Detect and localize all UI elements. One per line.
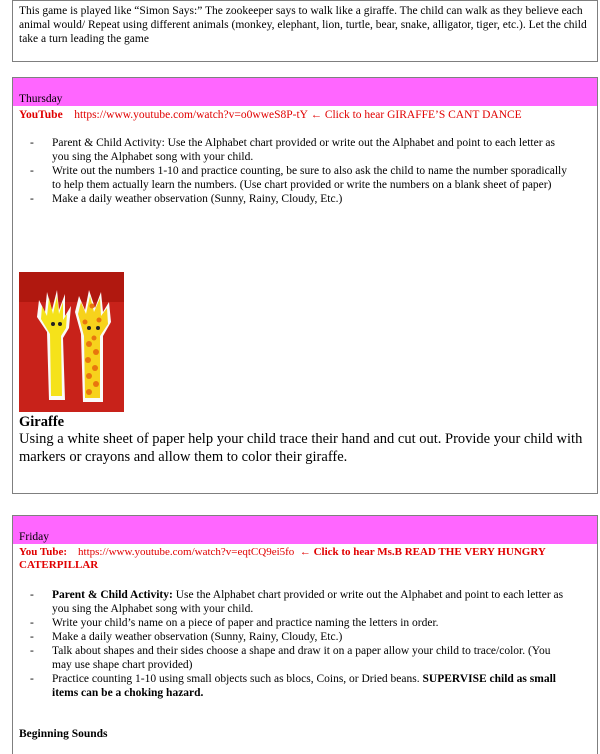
simon-says-text: This game is played like “Simon Says:” The zookeeper says to walk like a giraffe. The child can walk as they believe each animal would/ Repeat using different animals (monkey, elephant, lion, turtle, bear, snake, alligator, tiger, etc.). Let the child take a turn leading the game — [19, 5, 587, 45]
thursday-youtube-line — [13, 106, 597, 122]
thursday-label: Thursday — [19, 93, 63, 105]
list-item-text: Practice counting 1-10 using small objects such as blocs, Coins, or Dried beans. — [52, 673, 423, 685]
list-item-bold: SUPERVISE child as small items can be a choking hazard. — [52, 673, 556, 699]
list-item: - Make a daily weather observation (Sunny, Rainy, Cloudy, Etc.) — [13, 630, 573, 644]
giraffe-title: Giraffe — [19, 414, 65, 430]
friday-header — [13, 516, 597, 544]
list-item: - Make a daily weather observation (Sunny, Rainy, Cloudy, Etc.) — [13, 192, 573, 206]
youtube-note: ← Click to hear Ms.B READ THE VERY HUNGRY CATERPILLAR — [19, 546, 546, 571]
friday-activity-list — [13, 588, 573, 700]
friday-section — [12, 515, 598, 754]
giraffe-craft-photo — [19, 272, 124, 412]
list-item: - Talk about shapes and their sides choose a shape and draw it on a paper allow your child to trace/color. (You may use shape chart provided) — [13, 644, 573, 672]
youtube-link[interactable]: https://www.youtube.com/watch?v=eqtCQ9ei5fo — [78, 546, 295, 558]
list-item-bold: Parent & Child Activity: — [52, 589, 173, 601]
friday-youtube-line — [13, 544, 597, 572]
youtube-label: YouTube — [19, 109, 63, 121]
youtube-note: ← Click to hear GIRAFFE’S CANT DANCE — [310, 109, 522, 121]
list-item-text: Use the Alphabet chart provided or write out the Alphabet and point to each letter as you sing the Alphabet song with your child. — [52, 589, 564, 615]
thursday-section — [12, 77, 598, 494]
list-item — [13, 672, 573, 700]
beginning-sounds-heading: Beginning Sounds — [19, 728, 108, 740]
thursday-activity-list — [13, 136, 573, 206]
youtube-label: You Tube: — [19, 546, 68, 558]
giraffe-instructions: Using a white sheet of paper help your child trace their hand and cut out. Provide your child with markers or crayons and allow them to color their giraffe. — [19, 431, 583, 465]
youtube-link[interactable]: https://www.youtube.com/watch?v=o0wweS8P-tY — [74, 109, 308, 121]
list-item: - Write your child’s name on a piece of paper and practice naming the letters in order. — [13, 616, 573, 630]
friday-label: Friday — [19, 531, 50, 543]
list-item: - Parent & Child Activity: Use the Alphabet chart provided or write out the Alphabet and point to each letter as you sing the Alphabet song with your child. — [13, 136, 573, 164]
list-item — [13, 588, 573, 616]
list-item: - Write out the numbers 1-10 and practice counting, be sure to also ask the child to name the number sporadically to help them actually learn the numbers. (Use chart provided or write the numbers on a blank sheet of paper) — [13, 164, 573, 192]
thursday-header — [13, 78, 597, 106]
top-section — [12, 0, 598, 62]
